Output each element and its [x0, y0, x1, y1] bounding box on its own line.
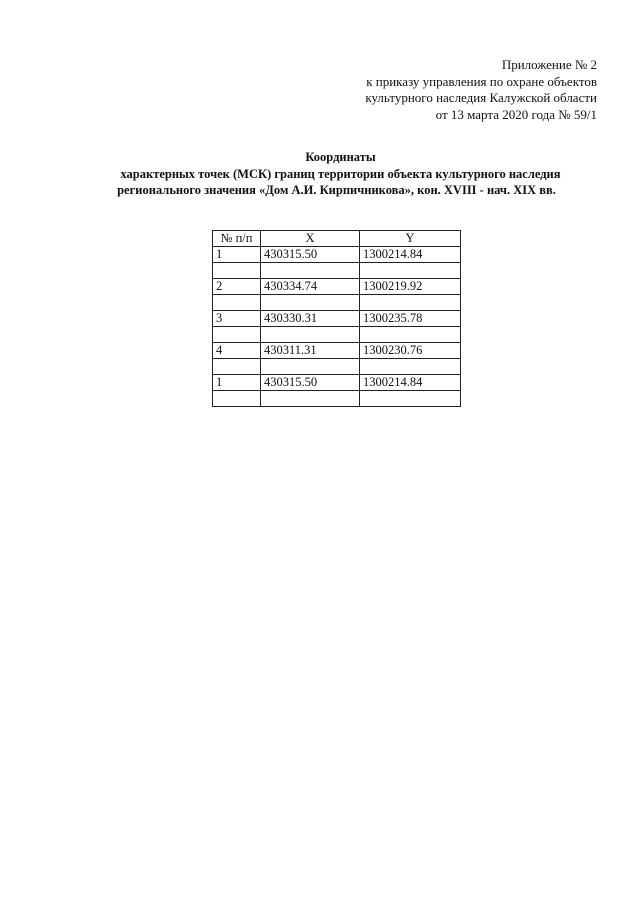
y-coordinate-cell: 1300230.76: [360, 343, 461, 359]
document-title: Координаты: [305, 150, 376, 164]
document-subtitle-line-1: характерных точек (МСК) границ территории объекта культурного наследия: [120, 166, 561, 181]
appendix-line-4: от 13 марта 2020 года № 59/1: [435, 106, 597, 122]
point-number-cell: 1: [213, 247, 261, 263]
coordinates-table: [212, 230, 461, 407]
point-number-cell: [213, 263, 261, 279]
x-coordinate-cell: [261, 391, 360, 407]
point-number-cell: 1: [213, 375, 261, 391]
column-header-y: Y: [360, 231, 461, 247]
point-number-cell: 4: [213, 343, 261, 359]
x-coordinate-cell: [261, 327, 360, 343]
x-coordinate-cell: 430334.74: [261, 279, 360, 295]
table-row: [213, 279, 461, 295]
table-row: [213, 343, 461, 359]
x-coordinate-cell: 430330.31: [261, 311, 360, 327]
table-header-row: [213, 231, 461, 247]
document-heading: [0, 149, 639, 199]
table-row: [213, 295, 461, 311]
table-row: [213, 311, 461, 327]
y-coordinate-cell: 1300235.78: [360, 311, 461, 327]
y-coordinate-cell: 1300219.92: [360, 279, 461, 295]
x-coordinate-cell: [261, 295, 360, 311]
table-row: [213, 359, 461, 375]
x-coordinate-cell: 430311.31: [261, 343, 360, 359]
table-row: [213, 327, 461, 343]
x-coordinate-cell: [261, 359, 360, 375]
point-number-cell: [213, 295, 261, 311]
y-coordinate-cell: [360, 359, 461, 375]
appendix-line-3: культурного наследия Калужской области: [365, 90, 597, 105]
x-coordinate-cell: [261, 263, 360, 279]
y-coordinate-cell: 1300214.84: [360, 247, 461, 263]
y-coordinate-cell: [360, 391, 461, 407]
document-subtitle-line-2: регионального значения «Дом А.И. Кирпичникова», кон. XVIII - нач. XIX вв.: [117, 183, 556, 197]
point-number-cell: [213, 359, 261, 375]
table-row: [213, 391, 461, 407]
appendix-line-2: к приказу управления по охране объектов: [366, 73, 597, 89]
y-coordinate-cell: 1300214.84: [360, 375, 461, 391]
appendix-line-1: Приложение № 2: [501, 57, 597, 72]
point-number-cell: 2: [213, 279, 261, 295]
column-header-x: X: [261, 231, 360, 247]
y-coordinate-cell: [360, 295, 461, 311]
table-row: [213, 247, 461, 263]
appendix-reference: [365, 57, 597, 123]
table-row: [213, 375, 461, 391]
column-header-number: № п/п: [213, 231, 261, 247]
point-number-cell: [213, 391, 261, 407]
y-coordinate-cell: [360, 263, 461, 279]
y-coordinate-cell: [360, 327, 461, 343]
x-coordinate-cell: 430315.50: [261, 247, 360, 263]
point-number-cell: [213, 327, 261, 343]
table-row: [213, 263, 461, 279]
point-number-cell: 3: [213, 311, 261, 327]
x-coordinate-cell: 430315.50: [261, 375, 360, 391]
